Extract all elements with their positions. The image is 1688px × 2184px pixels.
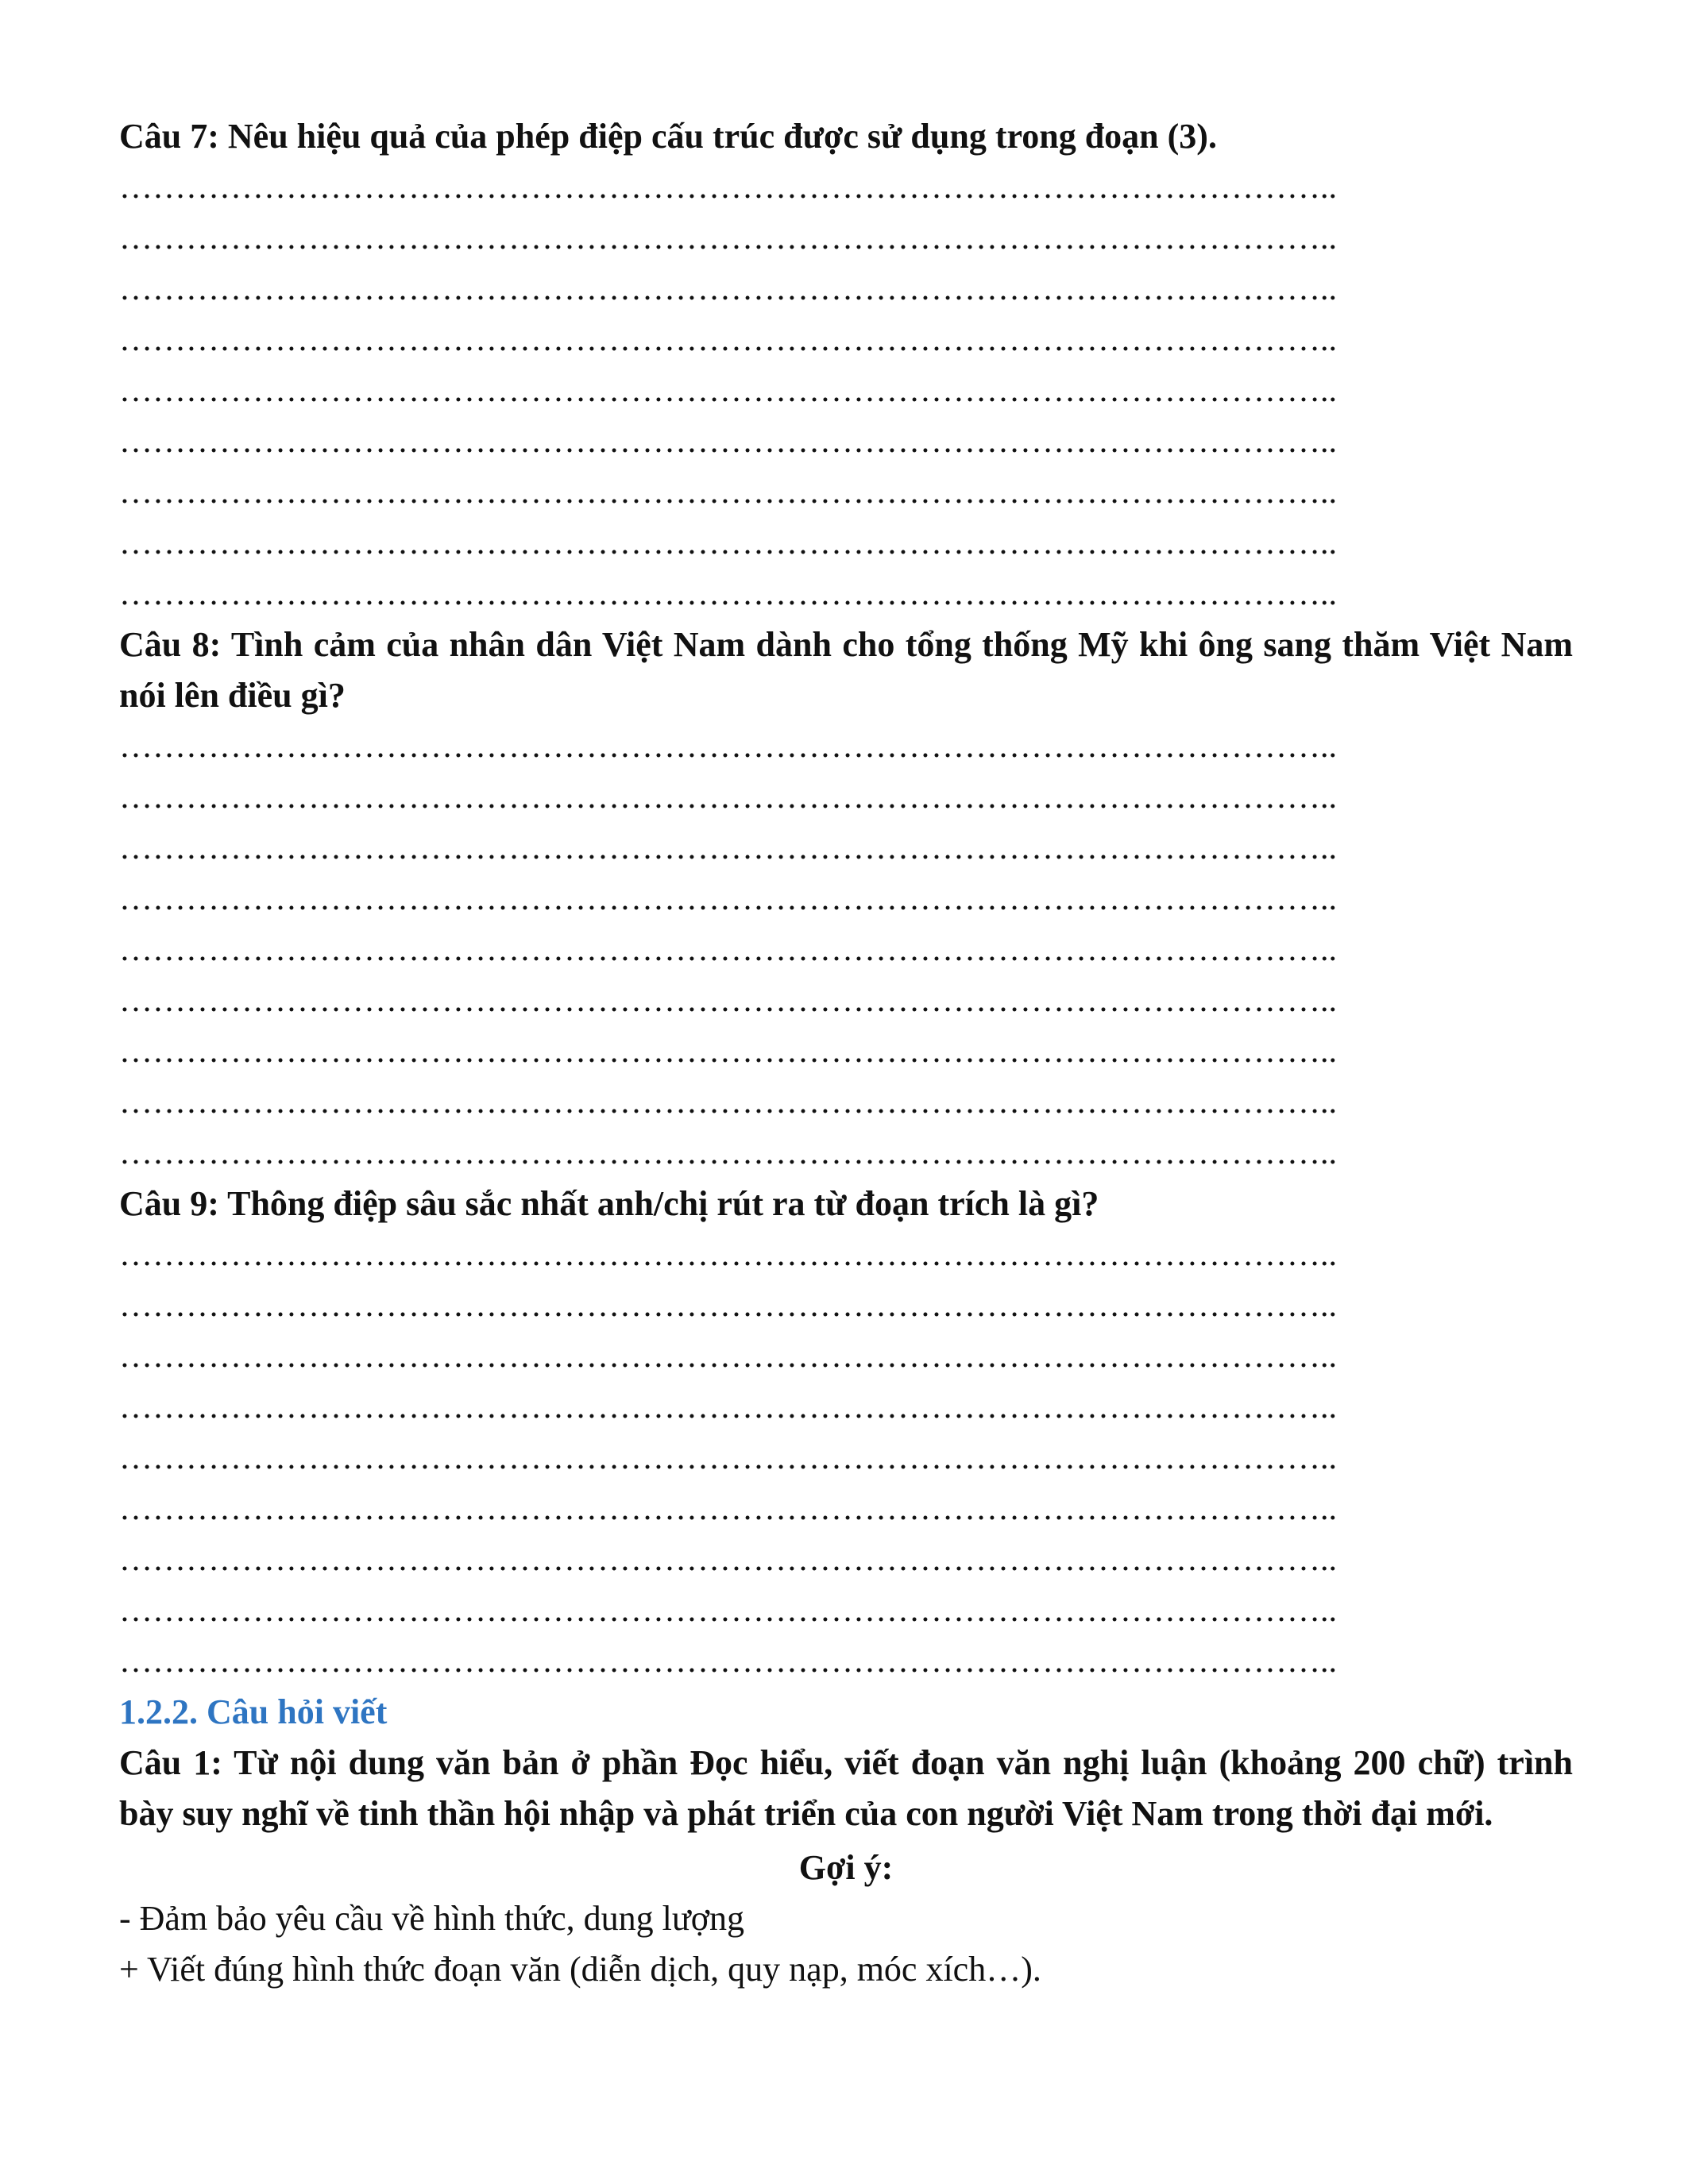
dotted-answer-line: ………………………………………………………………………………………………..: [119, 1135, 1337, 1171]
hint-line: - Đảm bảo yêu cầu về hình thức, dung lượng: [119, 1899, 744, 1938]
dotted-answer-line: ………………………………………………………………………………………………..: [119, 982, 1337, 1019]
dotted-answer-line: ………………………………………………………………………………………………..: [119, 1542, 1337, 1578]
dotted-answer-line: ………………………………………………………………………………………………..: [119, 728, 1337, 765]
section-heading: 1.2.2. Câu hỏi viết: [119, 1692, 388, 1731]
dotted-answer-line: ………………………………………………………………………………………………..: [119, 322, 1337, 358]
dotted-answer-line: ………………………………………………………………………………………………..: [119, 1033, 1337, 1070]
question-8: Câu 8: Tình cảm của nhân dân Việt Nam dành cho tổng thống Mỹ khi ông sang thăm Việt Nam nói lên điều gì?: [119, 625, 1573, 715]
answer-lines-q8: [119, 721, 1573, 1179]
dotted-answer-line: ………………………………………………………………………………………………..: [119, 1389, 1337, 1426]
dotted-answer-line: ………………………………………………………………………………………………..: [119, 830, 1337, 866]
dotted-answer-line: ………………………………………………………………………………………………..: [119, 525, 1337, 561]
answer-lines-q9: [119, 1229, 1573, 1687]
dotted-answer-line: ………………………………………………………………………………………………..: [119, 576, 1337, 612]
dotted-answer-line: ………………………………………………………………………………………………..: [119, 1643, 1337, 1680]
dotted-answer-line: ………………………………………………………………………………………………..: [119, 1440, 1337, 1476]
document-page: [119, 111, 1573, 1995]
dotted-answer-line: ………………………………………………………………………………………………..: [119, 1287, 1337, 1324]
dotted-answer-line: ………………………………………………………………………………………………..: [119, 1237, 1337, 1273]
dotted-answer-line: ………………………………………………………………………………………………..: [119, 1592, 1337, 1629]
dotted-answer-line: ………………………………………………………………………………………………..: [119, 881, 1337, 917]
dotted-answer-line: ………………………………………………………………………………………………..: [119, 474, 1337, 511]
answer-lines-q7: [119, 162, 1573, 619]
dotted-answer-line: ………………………………………………………………………………………………..: [119, 779, 1337, 816]
hint-title: Gợi ý:: [798, 1848, 894, 1887]
question-7: Câu 7: Nêu hiệu quả của phép điệp cấu trúc được sử dụng trong đoạn (3).: [119, 117, 1217, 156]
dotted-answer-line: ………………………………………………………………………………………………..: [119, 220, 1337, 257]
writing-question-1: Câu 1: Từ nội dung văn bản ở phần Đọc hiểu, viết đoạn văn nghị luận (khoảng 200 chữ) trình bày suy nghĩ về tinh thần hội nhập và phát triển của con người Việt Nam trong thời đại mới.: [119, 1743, 1573, 1833]
dotted-answer-line: ………………………………………………………………………………………………..: [119, 1491, 1337, 1527]
dotted-answer-line: ………………………………………………………………………………………………..: [119, 1084, 1337, 1121]
dotted-answer-line: ………………………………………………………………………………………………..: [119, 372, 1337, 409]
dotted-answer-line: ………………………………………………………………………………………………..: [119, 932, 1337, 968]
hint-line: + Viết đúng hình thức đoạn văn (diễn dịch, quy nạp, móc xích…).: [119, 1950, 1041, 1989]
dotted-answer-line: ………………………………………………………………………………………………..: [119, 271, 1337, 307]
question-9: Câu 9: Thông điệp sâu sắc nhất anh/chị rút ra từ đoạn trích là gì?: [119, 1184, 1099, 1223]
dotted-answer-line: ………………………………………………………………………………………………..: [119, 169, 1337, 206]
dotted-answer-line: ………………………………………………………………………………………………..: [119, 1338, 1337, 1375]
dotted-answer-line: ………………………………………………………………………………………………..: [119, 423, 1337, 460]
